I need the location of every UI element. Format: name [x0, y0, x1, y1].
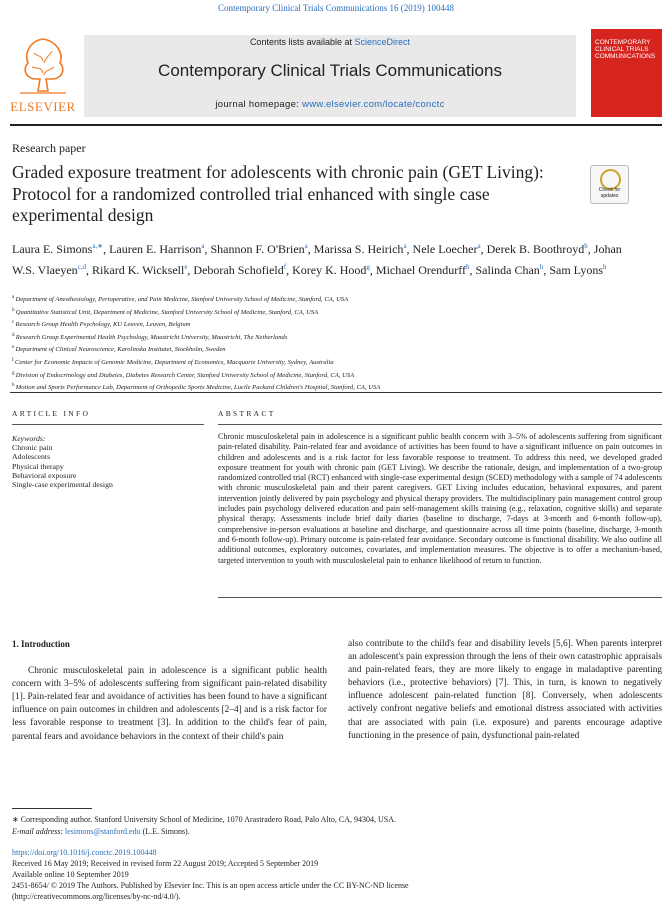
abstract-rule	[218, 424, 662, 425]
check-for-updates-button[interactable]	[590, 165, 629, 204]
affiliation-text: Research Group Experimental Health Psychology, Maastricht University, Maastricht, The Netherlands	[15, 333, 288, 341]
intro-paragraph-left: Chronic musculoskeletal pain in adolescence is a significant public health concern with 3–5% of adolescents suffering from significant pain-related disability [1]. Pain-related fear and avoidance of activities has been found to have a significant influence on pain outcomes in children and adolescents [2–4] and is a risk factor for less favorable response to treatment [3]. In addition to the child's fear of pain, parental fears and avoidance behaviors in the context of their child's pain	[12, 666, 327, 742]
author-affiliation-marker[interactable]: c,d	[77, 263, 87, 271]
abstract-text: Chronic musculoskeletal pain in adolescence is a significant public health concern with 3–5% of adolescents suffering from significant pain-related disability. Pain-related fear and avoidance of activities has been found to have a significant influence on pain outcomes in children and adolescents and is a risk factor for less favorable response to treatment. To address this need, we developed graded exposure treatment for youth with chronic pain (GET Living). We describe the rationale, design, and implementation of a two-group randomized controlled trial (RCT) enhanced with single-case experimental design (SCED) methodology with a sample of 74 adolescents with chronic musculoskeletal pain and their parent caregivers. GET Living includes education, behavioral exposures, and parent intervention jointly delivered by pain psychology and physical therapy providers. The multidisciplinary pain management control group includes pain psychology delivered education and pain self-management skills training (e.g., relaxation, cognitive skills) and separate physical therapy. Assessments include brief daily diaries (baseline to discharge, 7-days at 3-month and 6-month follow-up), comprehensive in-person evaluations at baseline and discharge, and questionnaire across all time points (baseline, discharge, 3-month and 6-month follow-up). Primary outcome is pain-related fear avoidance. Secondary outcome is functional disability. We also outline all additional outcomes, exploratory outcomes, covariates, and implementation measures. The objective is to offer a mechanism-based, targeted intervention to youth with musculoskeletal pain to enhance likelihood of return to function.	[218, 432, 662, 565]
elsevier-wordmark: ELSEVIER	[10, 99, 76, 114]
author-name-text: Michael Orendurff	[375, 263, 466, 277]
license-url: (http://creativecommons.org/licenses/by-nc-nd/4.0/).	[12, 892, 181, 901]
affiliation-item	[12, 369, 652, 382]
affiliation-item	[12, 356, 652, 369]
author-name-text: Nele Loecher	[412, 242, 478, 256]
author-name[interactable]	[12, 242, 103, 256]
affiliation-item	[12, 331, 652, 344]
keyword-item: Physical therapy	[12, 461, 64, 471]
author-list: Laura E. Simons$^{a,∗}$, Lauren E. Harrison$^a$, Shannon F. O'Brien$^a$, Marissa S. Heirich$^a$, Nele Loecher$^a$, Derek B. Boothroyd$^b$, Johan W.S. Vlaeyen$^{c,d}$, Rikard K. Wicksell$^e$, Deborah Schofield$^f$, Korey K. Hood$^g$, Michael Orendurff$^h$, Salinda Chan$^h$, Sam Lyons$^h$	[12, 242, 622, 277]
affiliation-item	[12, 318, 652, 331]
affiliation-text: Division of Endocrinology and Diabetes, Diabetes Research Center, Stanford University School of Medicine, Stanford, CA, USA	[15, 371, 355, 379]
abstract-bottom-rule	[218, 597, 662, 598]
affiliation-text: Motion and Sports Performance Lab, Department of Orthopedic Sports Medicine, Lucile Packard Children's Hospital, Stanford, CA, USA	[15, 384, 381, 392]
sciencedirect-link[interactable]: ScienceDirect	[354, 37, 411, 47]
affiliation-text: Department of Anesthesiology, Perioperative, and Pain Medicine, Stanford University School of Medicine, Stanford, CA, USA	[15, 296, 349, 304]
author-name-text: Derek B. Boothroyd	[486, 242, 585, 256]
homepage-line	[84, 99, 576, 110]
journal-title: Contemporary Clinical Trials Communications	[158, 61, 502, 80]
author-name[interactable]	[549, 263, 606, 277]
author-name[interactable]	[314, 242, 407, 256]
author-name[interactable]	[413, 242, 481, 256]
keyword-item: Behavioral exposure	[12, 470, 77, 480]
doi-link[interactable]: https://doi.org/10.1016/j.conctc.2019.100448	[12, 848, 157, 857]
author-name-text: Korey K. Hood	[292, 263, 367, 277]
journal-cover-image[interactable]	[591, 29, 662, 117]
affiliation-key: f	[12, 357, 15, 363]
article-type: Research paper	[12, 141, 86, 155]
author-name-text: Deborah Schofield	[193, 263, 284, 277]
keywords-block	[12, 434, 204, 489]
affiliation-text: Center for Economic Impacts of Genomic Medicine, Department of Economics, Macquarie University, Sydney, Australia	[14, 359, 334, 367]
affiliation-key: g	[12, 370, 16, 376]
homepage-link[interactable]: www.elsevier.com/locate/conctc	[302, 99, 445, 110]
elsevier-logo[interactable]	[10, 29, 76, 117]
affiliation-item	[12, 306, 652, 319]
keyword-list	[12, 443, 204, 489]
journal-header	[10, 29, 662, 119]
author-affiliation-marker[interactable]: a	[201, 242, 205, 250]
author-name[interactable]	[193, 263, 286, 277]
author-affiliation-marker[interactable]: f	[283, 263, 287, 271]
keywords-label: Keywords:	[12, 434, 46, 443]
journal-info-box	[84, 35, 576, 117]
license-line: 2451-8654/ © 2019 The Authors. Published by Elsevier Inc. This is an open access article under the CC BY-NC-ND license	[12, 881, 409, 890]
homepage-prefix: journal homepage:	[215, 99, 300, 110]
author-name[interactable]	[475, 263, 543, 277]
author-affiliation-marker[interactable]: g	[366, 263, 370, 271]
section-divider	[10, 392, 662, 393]
intro-paragraph-right: also contribute to the child's fear and disability levels [5,6]. When parents interpret an adolescent's pain expression through the lens of their own catastrophic appraisals and pain-related fears, they are more likely to engage in maladaptive parenting behaviors (i.e., protective behaviors) [7]. This, in turn, is known to negatively influence adolescent pain-related function [8]. Conversely, when adolescents actively confront negative beliefs and emotional distress associated with activities that are associated with pain (i.e. exposure) and parents encourage adaptive functioning in the presence of pain, dysfunctional pain-related	[348, 639, 662, 741]
author-name-text: Salinda Chan	[475, 263, 540, 277]
article-info-heading: ARTICLE INFO	[12, 409, 91, 418]
contents-prefix: Contents lists available at	[249, 37, 352, 47]
affiliation-key: h	[12, 383, 16, 389]
header-divider	[10, 124, 662, 126]
affiliation-text: Research Group Health Psychology, KU Leuven, Leuven, Belgium	[15, 321, 191, 329]
author-affiliation-marker[interactable]: h	[465, 263, 470, 271]
author-name-text: Shannon F. O'Brien	[210, 242, 305, 256]
affiliation-key: a	[12, 295, 16, 300]
check-updates-label	[591, 188, 628, 199]
affiliation-key: d	[12, 332, 16, 338]
footnote	[12, 814, 652, 837]
email-line	[12, 826, 652, 838]
affiliation-item	[12, 343, 652, 356]
author-name[interactable]	[487, 242, 588, 256]
author-affiliation-marker[interactable]: a,∗	[92, 242, 104, 250]
author-name[interactable]	[376, 263, 470, 277]
affiliation-text: Quantitative Statistical Unit, Department of Medicine, Stanford University School of Medicine, Stanford, CA, USA	[15, 308, 319, 316]
author-name[interactable]	[210, 242, 307, 256]
online-date: Available online 10 September 2019	[12, 870, 129, 879]
affiliation-list	[12, 293, 652, 394]
author-name-text: Rikard K. Wicksell	[92, 263, 185, 277]
author-name-text: Johan W.S. Vlaeyen	[12, 242, 622, 277]
author-name-text: Lauren E. Harrison	[109, 242, 202, 256]
author-affiliation-marker[interactable]: e	[184, 263, 188, 271]
author-name[interactable]	[92, 263, 187, 277]
email-label: E-mail address:	[12, 826, 64, 836]
author-affiliation-marker[interactable]: a	[403, 242, 407, 250]
intro-right-column	[348, 638, 662, 743]
publication-info	[12, 847, 662, 902]
author-affiliation-marker[interactable]: h	[602, 263, 607, 271]
keyword-item: Single-case experimental design	[12, 480, 113, 490]
footnote-rule	[12, 808, 92, 809]
affiliation-key: e	[12, 345, 16, 351]
cover-title: CONTEMPORARY CLINICAL TRIALS COMMUNICATIONS	[595, 39, 656, 61]
elsevier-tree-icon	[16, 31, 70, 95]
author-affiliation-marker[interactable]: a	[477, 242, 481, 250]
running-header[interactable]: Contemporary Clinical Trials Communications 16 (2019) 100448	[218, 3, 454, 13]
abstract-heading: ABSTRACT	[218, 409, 276, 418]
affiliation-item	[12, 293, 652, 306]
contents-line	[84, 37, 576, 47]
article-title: Graded exposure treatment for adolescents with chronic pain (GET Living): Protocol for a randomized controlled trial enhanced with single case experimental design	[12, 162, 544, 225]
corresponding-author: ∗ Corresponding author. Stanford University School of Medicine, 1070 Arastradero Road, Palo Alto, CA, 94304, USA.	[12, 815, 396, 824]
affiliation-text: Department of Clinical Neuroscience, Karolinska Institutet, Stockholm, Sweden	[15, 346, 226, 354]
author-name-text: Marissa S. Heirich	[313, 242, 404, 256]
intro-left-column	[12, 638, 327, 744]
keyword-item: Adolescents	[12, 452, 51, 462]
email-link[interactable]: lesimons@stanford.edu	[65, 826, 141, 836]
author-name[interactable]	[109, 242, 204, 256]
affiliation-key: b	[12, 307, 16, 313]
received-dates: Received 16 May 2019; Received in revised form 22 August 2019; Accepted 5 September 2019	[12, 859, 319, 868]
author-name-text: Laura E. Simons	[12, 242, 93, 256]
article-info-rule	[12, 424, 204, 425]
intro-heading: 1. Introduction	[12, 639, 70, 649]
author-name[interactable]	[292, 263, 370, 277]
email-suffix: (L.E. Simons).	[142, 826, 190, 836]
author-affiliation-marker[interactable]: h	[539, 263, 544, 271]
author-name-text: Sam Lyons	[549, 263, 603, 277]
check-updates-line1: Check for	[598, 187, 621, 193]
author-affiliation-marker[interactable]: b	[584, 242, 588, 250]
keyword-item: Chronic pain	[12, 443, 53, 453]
affiliation-key: c	[12, 320, 16, 326]
author-affiliation-marker[interactable]: a	[304, 242, 308, 250]
check-updates-line2: updates	[600, 192, 619, 199]
